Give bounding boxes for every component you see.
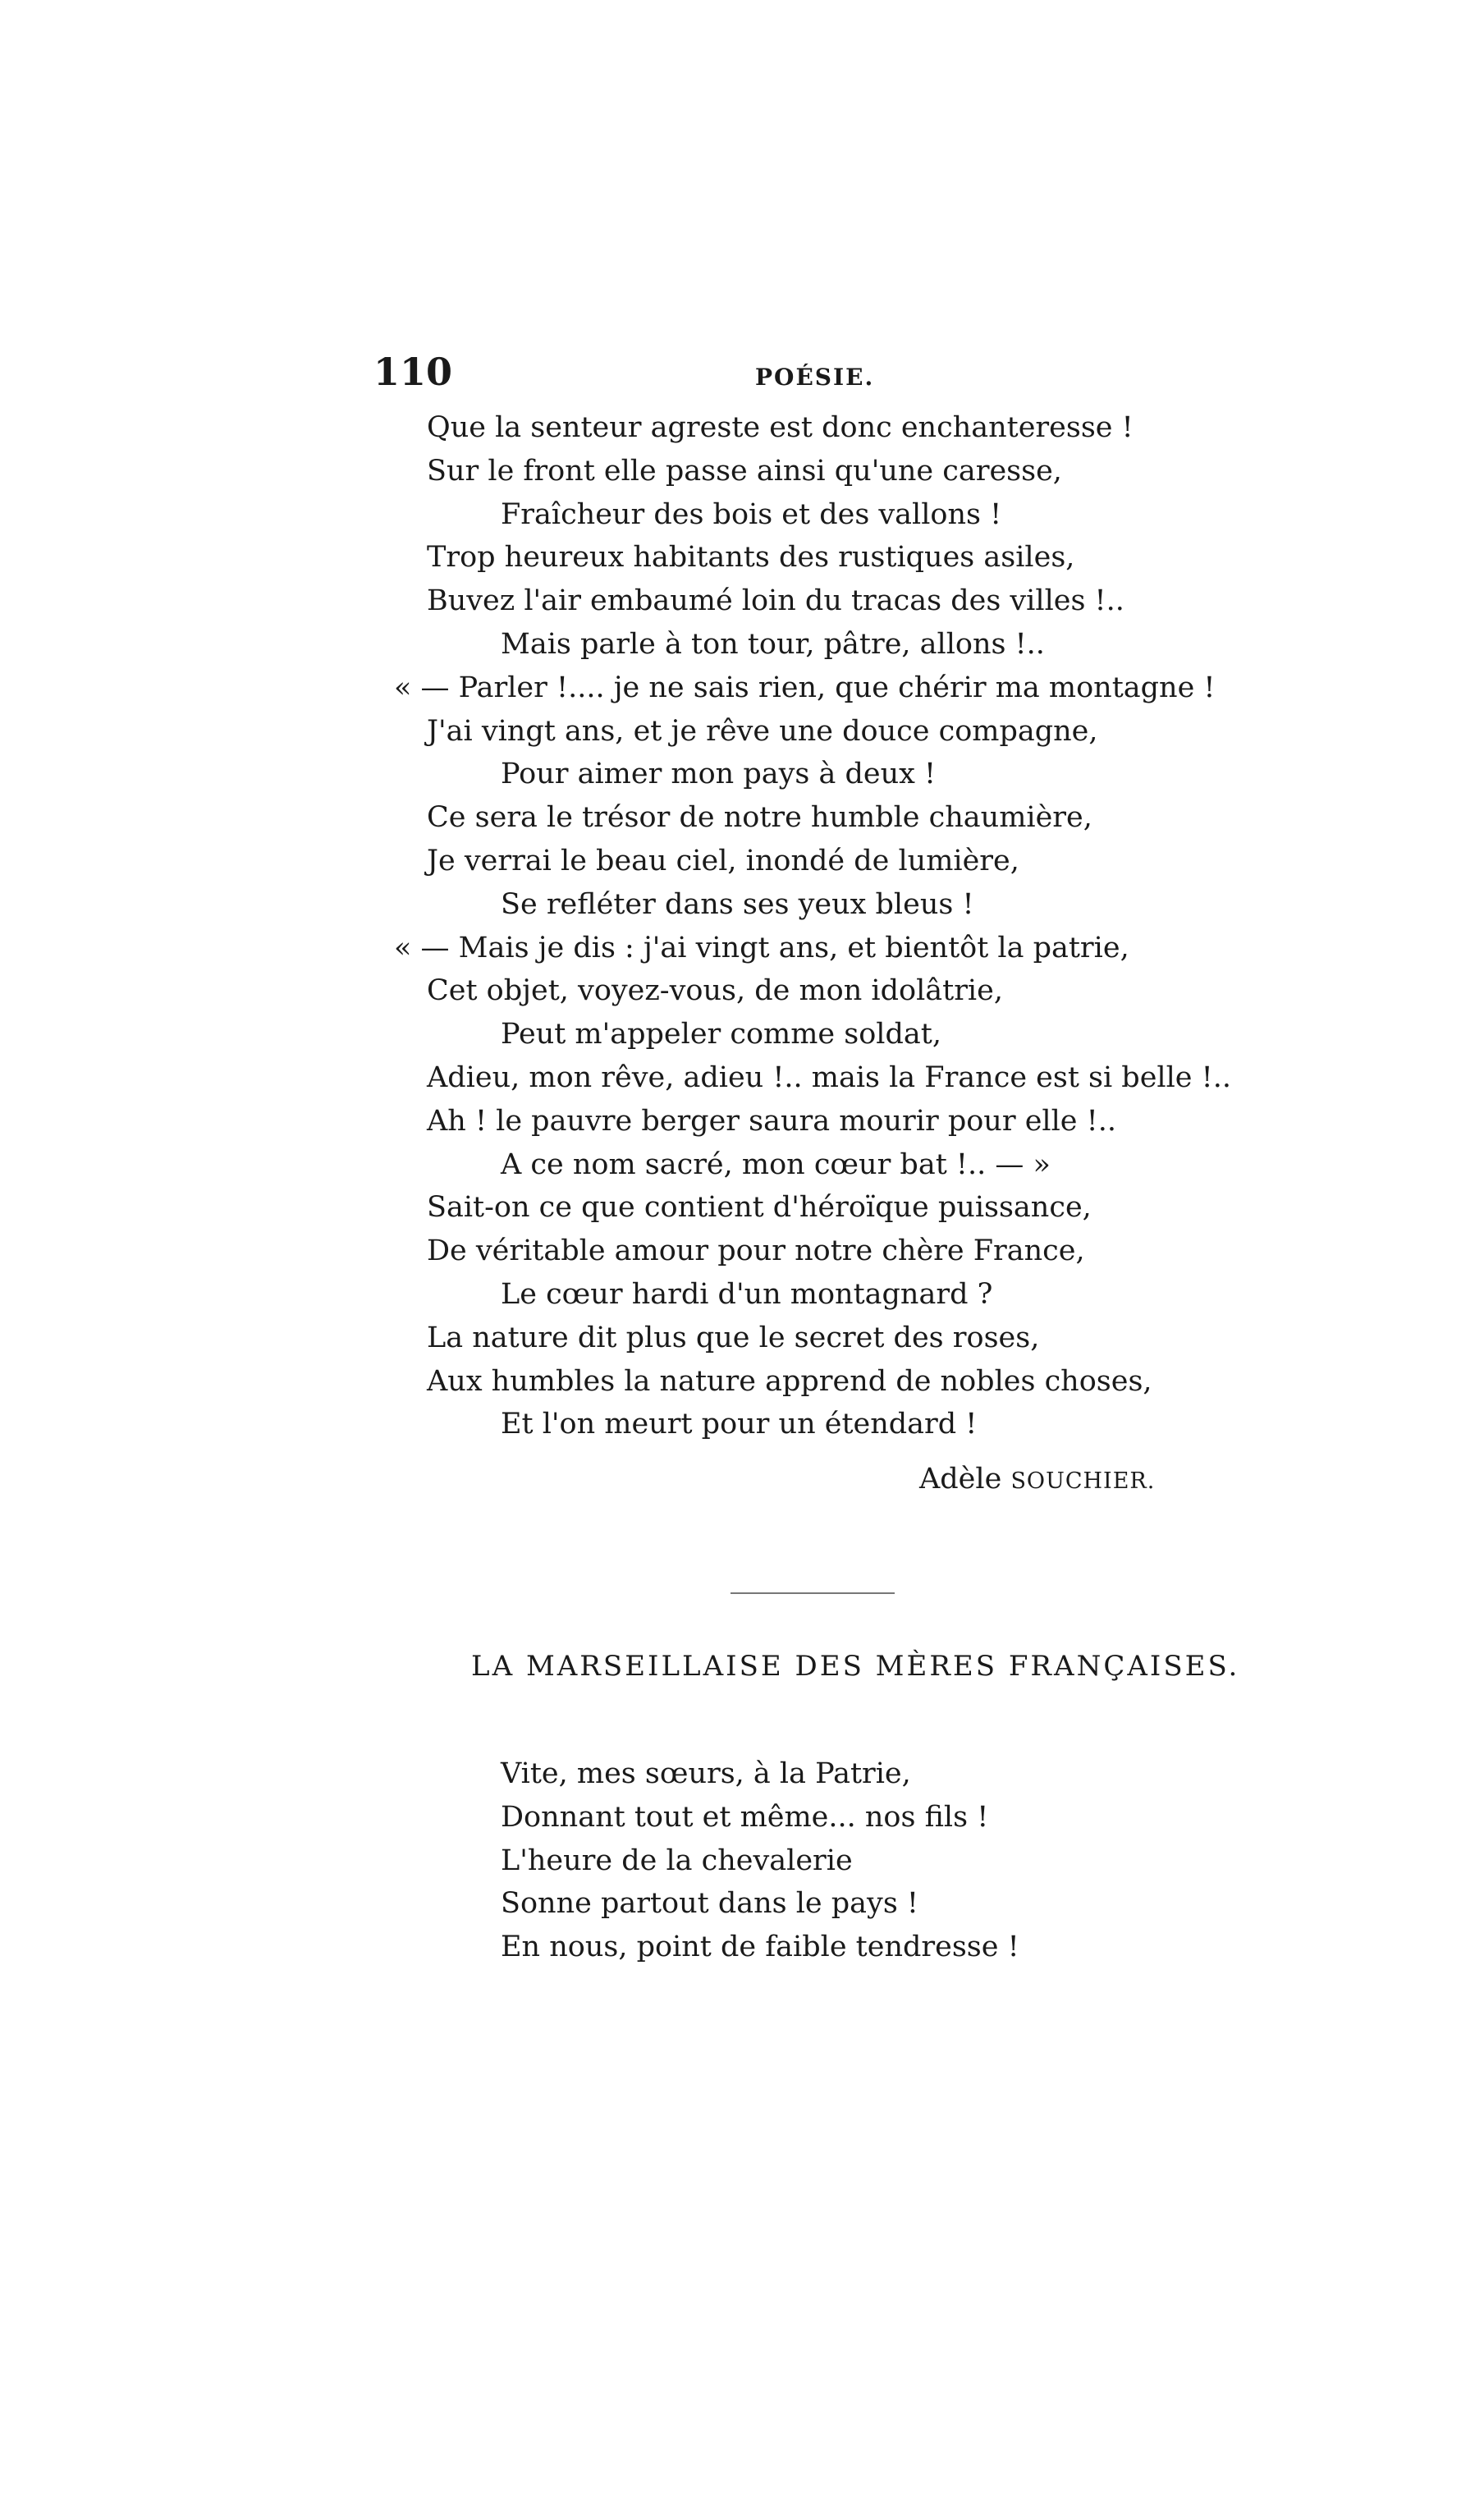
- poem-line: De véritable amour pour notre chère France,: [427, 1234, 1085, 1268]
- poem-line: Aux humbles la nature apprend de nobles choses,: [427, 1364, 1152, 1398]
- poem-line: Peut m'appeler comme soldat,: [501, 1018, 941, 1051]
- poem-line: Ah ! le pauvre berger saura mourir pour elle !..: [427, 1104, 1116, 1138]
- poem-line: Je verrai le beau ciel, inondé de lumière,: [427, 844, 1019, 877]
- section-title: LA MARSEILLAISE DES MÈRES FRANÇAISES.: [471, 1650, 1240, 1683]
- poem-line: Que la senteur agreste est donc enchanteresse !: [427, 411, 1134, 444]
- poem-line: Adieu, mon rêve, adieu !.. mais la France est si belle !..: [427, 1060, 1231, 1094]
- poem-line: Fraîcheur des bois et des vallons !: [501, 497, 1002, 531]
- poem-stanza: [394, 406, 1363, 1446]
- poem-line: J'ai vingt ans, et je rêve une douce compagne,: [427, 714, 1098, 748]
- poem-line: Vite, mes sœurs, à la Patrie,: [501, 1757, 911, 1790]
- poem-line: Mais parle à ton tour, pâtre, allons !..: [501, 627, 1045, 661]
- poem-signature: [919, 1458, 1155, 1503]
- poem-line: Ce sera le trésor de notre humble chaumière,: [427, 801, 1092, 835]
- poem-line: A ce nom sacré, mon cœur bat !.. — »: [501, 1147, 1051, 1181]
- poem-line: L'heure de la chevalerie: [501, 1844, 853, 1877]
- poem-line: Le cœur hardi d'un montagnard ?: [501, 1277, 993, 1311]
- second-poem: [501, 1752, 1075, 1969]
- poem-line: Sait-on ce que contient d'héroïque puissance,: [427, 1191, 1092, 1225]
- signature-first-name: Adèle: [919, 1463, 1011, 1496]
- page-number: 110: [373, 350, 453, 394]
- poem-line: Sur le front elle passe ainsi qu'une caresse,: [427, 454, 1062, 488]
- poem-line: « — Mais je dis : j'ai vingt ans, et bientôt la patrie,: [394, 931, 1129, 964]
- poem-line: En nous, point de faible tendresse !: [501, 1931, 1019, 1964]
- poem-line: Trop heureux habitants des rustiques asiles,: [427, 541, 1075, 575]
- poem-line: Cet objet, voyez-vous, de mon idolâtrie,: [427, 974, 1003, 1008]
- poem-line: La nature dit plus que le secret des roses,: [427, 1321, 1040, 1354]
- poem-line: Buvez l'air embaumé loin du tracas des villes !..: [427, 584, 1124, 618]
- poem-line: Pour aimer mon pays à deux !: [501, 758, 937, 791]
- poem-line: « — Parler !.... je ne sais rien, que chérir ma montagne !: [394, 671, 1216, 704]
- poem-line: Donnant tout et même... nos fils !: [501, 1800, 989, 1834]
- poem-line: Et l'on meurt pour un étendard !: [501, 1408, 978, 1441]
- signature-last-name: SOUCHIER.: [1010, 1468, 1156, 1494]
- poem-line: Sonne partout dans le pays !: [501, 1887, 918, 1921]
- poem-line: Se refléter dans ses yeux bleus !: [501, 887, 974, 921]
- running-head: POÉSIE.: [755, 364, 875, 391]
- section-divider: [731, 1592, 895, 1594]
